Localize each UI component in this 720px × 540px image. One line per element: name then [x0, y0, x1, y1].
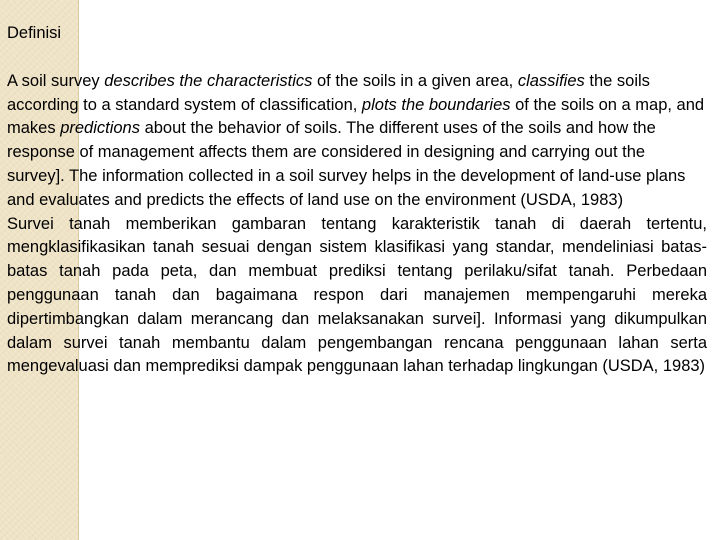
emphasis-plots: plots the boundaries: [361, 95, 511, 114]
text-segment: about the behavior of soils. The different uses of the soils and how the response of management affects them are considered in designing and carrying out the survey]. The information collected in a soil survey helps in the development of land-use plans and evaluates and predicts the effects of land use on the environment (USDA, 1983): [7, 119, 686, 209]
text-segment: of the soils in a given area,: [312, 71, 518, 90]
emphasis-predictions: predictions: [60, 119, 140, 138]
text-segment: A soil survey: [7, 71, 105, 90]
text-segment: the soils according to a standard system of classification,: [7, 71, 650, 114]
indonesian-definition-paragraph: Survei tanah memberikan gambaran tentang karakteristik tanah di daerah tertentu, mengklasifikasikan tanah sesuai dengan sistem klasifikasi yang standar, mendeliniasi batas-batas tanah pada peta, dan membuat prediksi tentang perilaku/sifat tanah. Perbedaan penggunaan tanah dan bagaimana respon dari manajemen mempengaruhi mereka dipertimbangkan dalam merancang dan melaksanakan survei]. Informasi yang dikumpulkan dalam survei tanah membantu dalam pengembangan rencana penggunaan lahan serta mengevaluasi dan memprediksi dampak penggunaan lahan terhadap lingkungan (USDA, 1983): [7, 214, 707, 376]
slide-title: Definisi: [7, 24, 62, 42]
emphasis-describes: describes the characteristics: [104, 71, 313, 90]
emphasis-classifies: classifies: [517, 71, 585, 90]
english-definition-paragraph: [7, 70, 707, 213]
slide-content: [7, 22, 707, 379]
text-segment: of the soils on a map, and makes: [7, 95, 705, 138]
